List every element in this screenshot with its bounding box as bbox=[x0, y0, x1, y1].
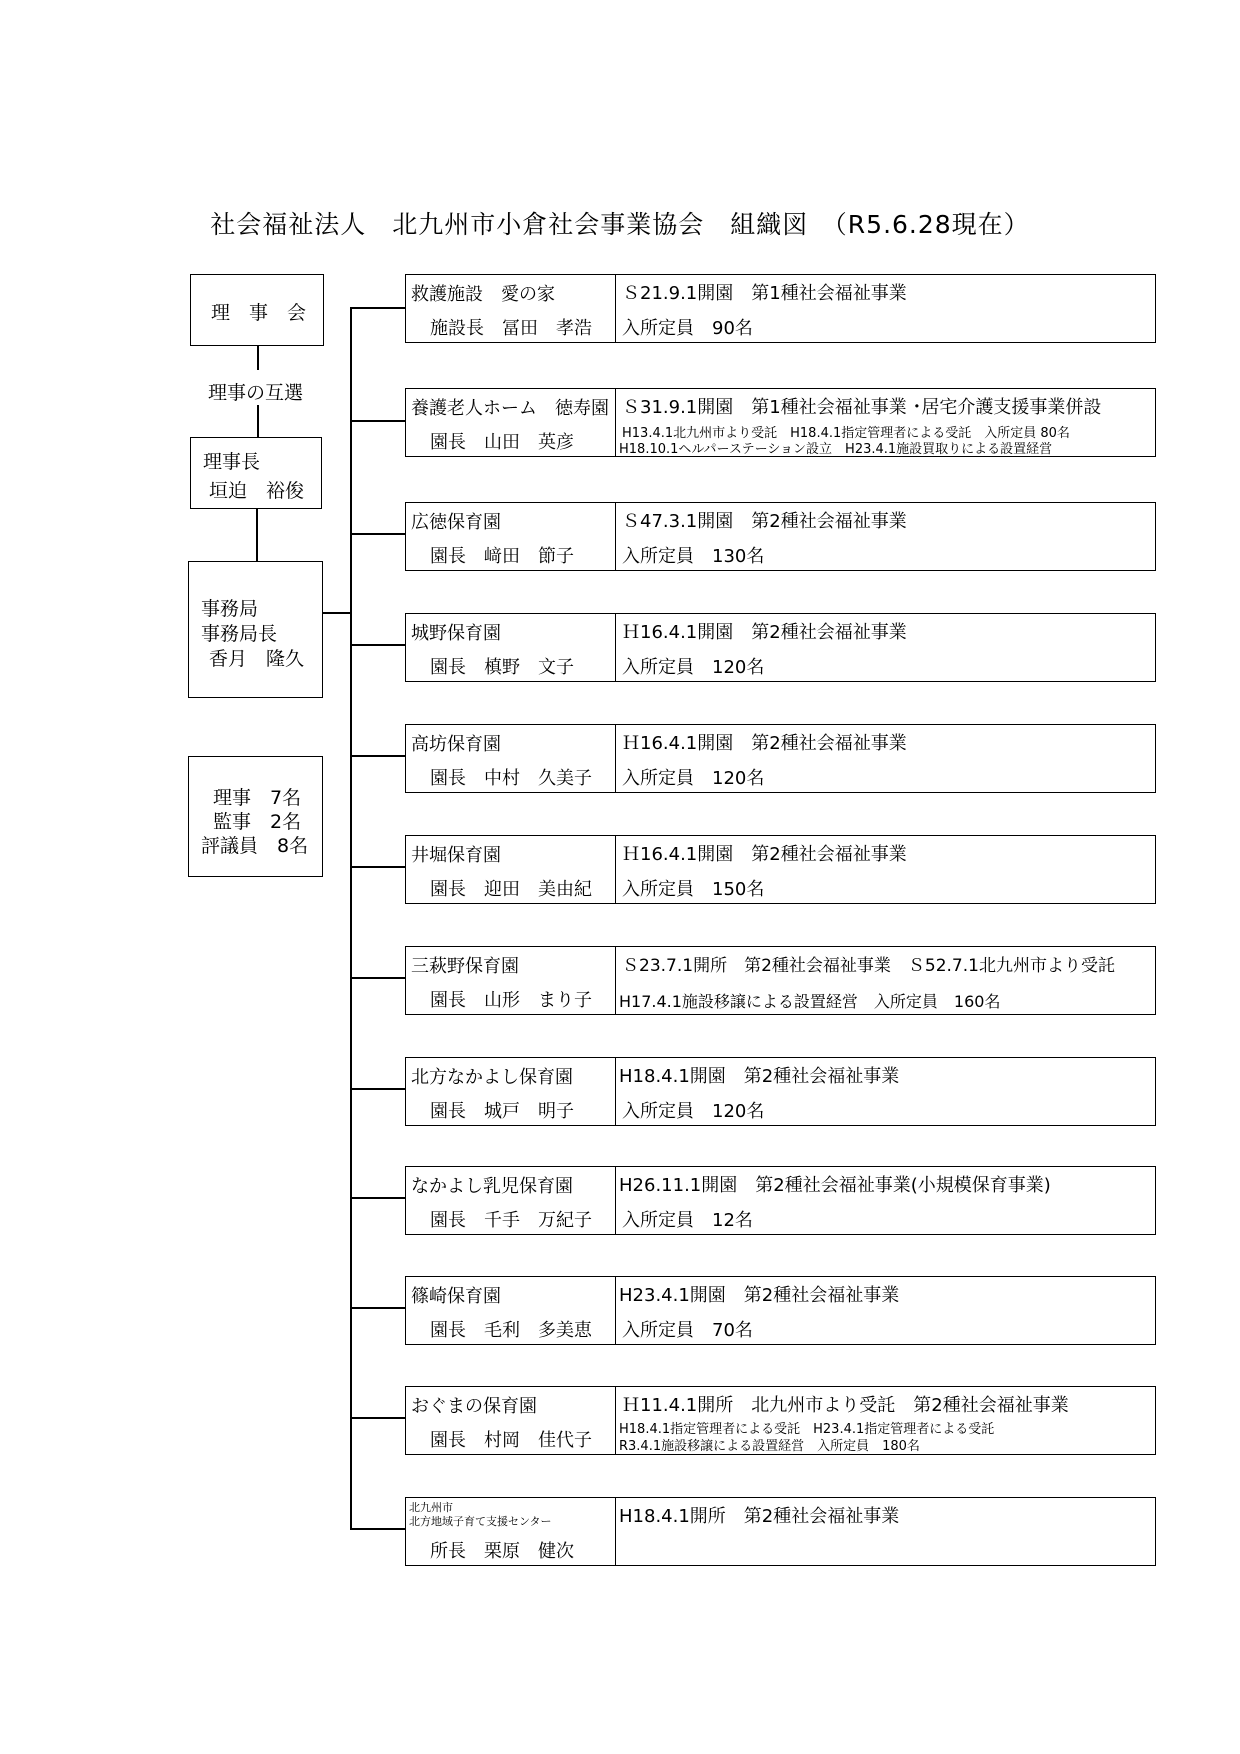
facility-box-support-center bbox=[405, 1497, 1156, 1566]
facility-head: 園長 千手 万紀子 bbox=[430, 1210, 592, 1231]
facility-info-cell bbox=[616, 1387, 1155, 1454]
facility-name-cell bbox=[406, 1277, 616, 1344]
facility-name: 北方地域子育て支援センター bbox=[409, 1515, 552, 1528]
facility-box-kitagata-nakayoshi bbox=[405, 1057, 1156, 1126]
facility-name-cell bbox=[406, 1167, 616, 1234]
mutual-election-label: 理事の互選 bbox=[208, 382, 304, 404]
branch-line bbox=[350, 420, 405, 422]
board-box bbox=[190, 274, 324, 346]
branch-line bbox=[350, 1197, 405, 1199]
facility-name: 養護老人ホーム 徳寿園 bbox=[411, 398, 609, 419]
facility-box-shinozaki bbox=[405, 1276, 1156, 1345]
connector-chair-office bbox=[256, 509, 258, 561]
facility-info-line1: H18.4.1開園 第2種社会福祉事業 bbox=[619, 1066, 900, 1087]
facility-info-line1: Ｈ11.4.1開所 北九州市より受託 第2種社会福祉事業 bbox=[622, 1395, 1069, 1416]
facility-info-line1: Ｓ23.7.1開所 第2種社会福祉事業 Ｓ52.7.1北九州市より受託 bbox=[622, 956, 1115, 976]
facility-info-line1: Ｈ16.4.1開園 第2種社会福祉事業 bbox=[622, 622, 907, 643]
facility-box-ihori bbox=[405, 835, 1156, 904]
facility-info-small2: H18.10.1ヘルパーステーション設立 H23.4.1施設買取りによる設置経営 bbox=[619, 442, 1053, 457]
facility-box-oguma bbox=[405, 1386, 1156, 1455]
facility-name: 篠崎保育園 bbox=[411, 1286, 501, 1307]
secretariat-director-label: 事務局長 bbox=[201, 623, 278, 645]
facility-info-line1: H26.11.1開園 第2種社会福祉事業(小規模保育事業) bbox=[619, 1175, 1051, 1196]
facility-info-line1: H18.4.1開所 第2種社会福祉事業 bbox=[619, 1506, 900, 1527]
facility-info-cell bbox=[616, 1277, 1155, 1344]
facility-name: なかよし乳児保育園 bbox=[411, 1176, 573, 1197]
facility-info-line2: 入所定員 12名 bbox=[622, 1210, 753, 1231]
facility-info-cell bbox=[616, 614, 1155, 681]
facility-info-line2: 入所定員 150名 bbox=[622, 879, 765, 900]
board-label: 理 事 会 bbox=[211, 302, 307, 324]
facility-name: 井堀保育園 bbox=[411, 845, 501, 866]
facility-box-tokujuen bbox=[405, 388, 1156, 457]
facility-box-nakayoshi-nyuji bbox=[405, 1166, 1156, 1235]
secretariat-director-name: 香月 隆久 bbox=[209, 648, 305, 670]
secretariat-box bbox=[188, 561, 323, 698]
facility-head: 園長 迎田 美由紀 bbox=[430, 879, 592, 900]
facility-name-cell bbox=[406, 725, 616, 792]
facility-name: 三萩野保育園 bbox=[411, 956, 519, 977]
facility-info-line2: 入所定員 90名 bbox=[622, 318, 753, 339]
facility-info-cell bbox=[616, 503, 1155, 570]
connector-office-trunk bbox=[323, 612, 351, 614]
branch-line bbox=[350, 1088, 405, 1090]
facility-name-cell bbox=[406, 947, 616, 1014]
facility-name-cell bbox=[406, 1387, 616, 1454]
facility-info-line1: Ｓ21.9.1開園 第1種社会福祉事業 bbox=[622, 283, 907, 304]
facility-info-line2: 入所定員 70名 bbox=[622, 1320, 753, 1341]
facility-info-line2: 入所定員 120名 bbox=[622, 768, 765, 789]
facility-name-cell bbox=[406, 836, 616, 903]
facility-info-small1: H18.4.1指定管理者による受託 H23.4.1指定管理者による受託 bbox=[619, 1422, 995, 1437]
facility-info-line2: 入所定員 120名 bbox=[622, 657, 765, 678]
facility-info-line2: 入所定員 120名 bbox=[622, 1101, 765, 1122]
facility-info-small1: H13.4.1北九州市より受託 H18.4.1指定管理者による受託 入所定員 80名 bbox=[622, 426, 1070, 441]
facility-info-cell bbox=[616, 947, 1155, 1014]
facility-info-line1: Ｓ47.3.1開園 第2種社会福祉事業 bbox=[622, 511, 907, 532]
facility-box-ainoie bbox=[405, 274, 1156, 343]
facility-name-cell bbox=[406, 1058, 616, 1125]
facility-head: 園長 中村 久美子 bbox=[430, 768, 592, 789]
facility-head: 施設長 冨田 孝浩 bbox=[430, 318, 592, 339]
branch-line bbox=[350, 1307, 405, 1309]
councilors-count: 評議員 8名 bbox=[201, 835, 309, 857]
facility-name-cell bbox=[406, 389, 616, 456]
branch-line bbox=[350, 307, 405, 309]
page-title: 社会福祉法人 北九州市小倉社会事業協会 組織図 （R5.6.28現在） bbox=[210, 210, 1030, 239]
branch-line bbox=[350, 644, 405, 646]
facility-info-cell bbox=[616, 1498, 1155, 1565]
facility-name: 高坊保育園 bbox=[411, 734, 501, 755]
branch-line bbox=[350, 755, 405, 757]
facility-info-cell bbox=[616, 1167, 1155, 1234]
facility-info-line1: Ｈ16.4.1開園 第2種社会福祉事業 bbox=[622, 844, 907, 865]
facility-info-cell bbox=[616, 1058, 1155, 1125]
facility-head: 園長 城戸 明子 bbox=[430, 1101, 574, 1122]
facility-head: 園長 山田 英彦 bbox=[430, 432, 574, 453]
facility-box-kotoku bbox=[405, 502, 1156, 571]
branch-line bbox=[350, 977, 405, 979]
chairman-name: 垣迫 裕俊 bbox=[209, 480, 305, 502]
facility-info-line2: 入所定員 130名 bbox=[622, 546, 765, 567]
branch-line bbox=[350, 533, 405, 535]
facility-name: 城野保育園 bbox=[411, 623, 501, 644]
facility-info-line2: H17.4.1施設移譲による設置経営 入所定員 160名 bbox=[619, 992, 1001, 1011]
chairman-box bbox=[190, 437, 322, 509]
branch-line bbox=[350, 866, 405, 868]
facility-info-line1: Ｈ16.4.1開園 第2種社会福祉事業 bbox=[622, 733, 907, 754]
facility-head: 園長 村岡 佳代子 bbox=[430, 1430, 592, 1451]
facility-box-takabo bbox=[405, 724, 1156, 793]
secretariat-label: 事務局 bbox=[201, 598, 259, 620]
chairman-title: 理事長 bbox=[203, 451, 261, 473]
auditors-count: 監事 2名 bbox=[213, 811, 302, 833]
facility-name-cell bbox=[406, 275, 616, 342]
facility-name: 救護施設 愛の家 bbox=[411, 284, 555, 305]
facility-head: 園長 山形 まり子 bbox=[430, 990, 592, 1011]
facility-city-label: 北九州市 bbox=[409, 1501, 453, 1514]
facility-info-line1: H23.4.1開園 第2種社会福祉事業 bbox=[619, 1285, 900, 1306]
facility-info-line1: Ｓ31.9.1開園 第1種社会福祉事業 ･居宅介護支援事業併設 bbox=[622, 397, 1102, 418]
facility-name-cell bbox=[406, 614, 616, 681]
facility-info-cell bbox=[616, 389, 1155, 456]
facility-info-cell bbox=[616, 836, 1155, 903]
facility-info-small2: R3.4.1施設移譲による設置経営 入所定員 180名 bbox=[619, 1439, 920, 1454]
facility-info-cell bbox=[616, 275, 1155, 342]
facility-info-cell bbox=[616, 725, 1155, 792]
facility-head: 所長 栗原 健次 bbox=[430, 1541, 574, 1562]
facility-name: 広徳保育園 bbox=[411, 512, 501, 533]
members-box bbox=[188, 756, 323, 877]
directors-count: 理事 7名 bbox=[213, 787, 302, 809]
branch-line bbox=[350, 1417, 405, 1419]
facility-name: 北方なかよし保育園 bbox=[411, 1067, 573, 1088]
facility-box-mihagino bbox=[405, 946, 1156, 1015]
facility-box-jono bbox=[405, 613, 1156, 682]
facility-name: おぐまの保育園 bbox=[411, 1396, 537, 1417]
facility-name-cell bbox=[406, 503, 616, 570]
facility-head: 園長 槙野 文子 bbox=[430, 657, 574, 678]
trunk-line bbox=[350, 307, 352, 1530]
connector-board-election bbox=[257, 346, 259, 370]
facility-head: 園長 毛利 多美恵 bbox=[430, 1320, 592, 1341]
facility-head: 園長 﨑田 節子 bbox=[430, 546, 574, 567]
connector-election-chair bbox=[257, 405, 259, 437]
facility-name-cell bbox=[406, 1498, 616, 1565]
branch-line bbox=[350, 1528, 405, 1530]
